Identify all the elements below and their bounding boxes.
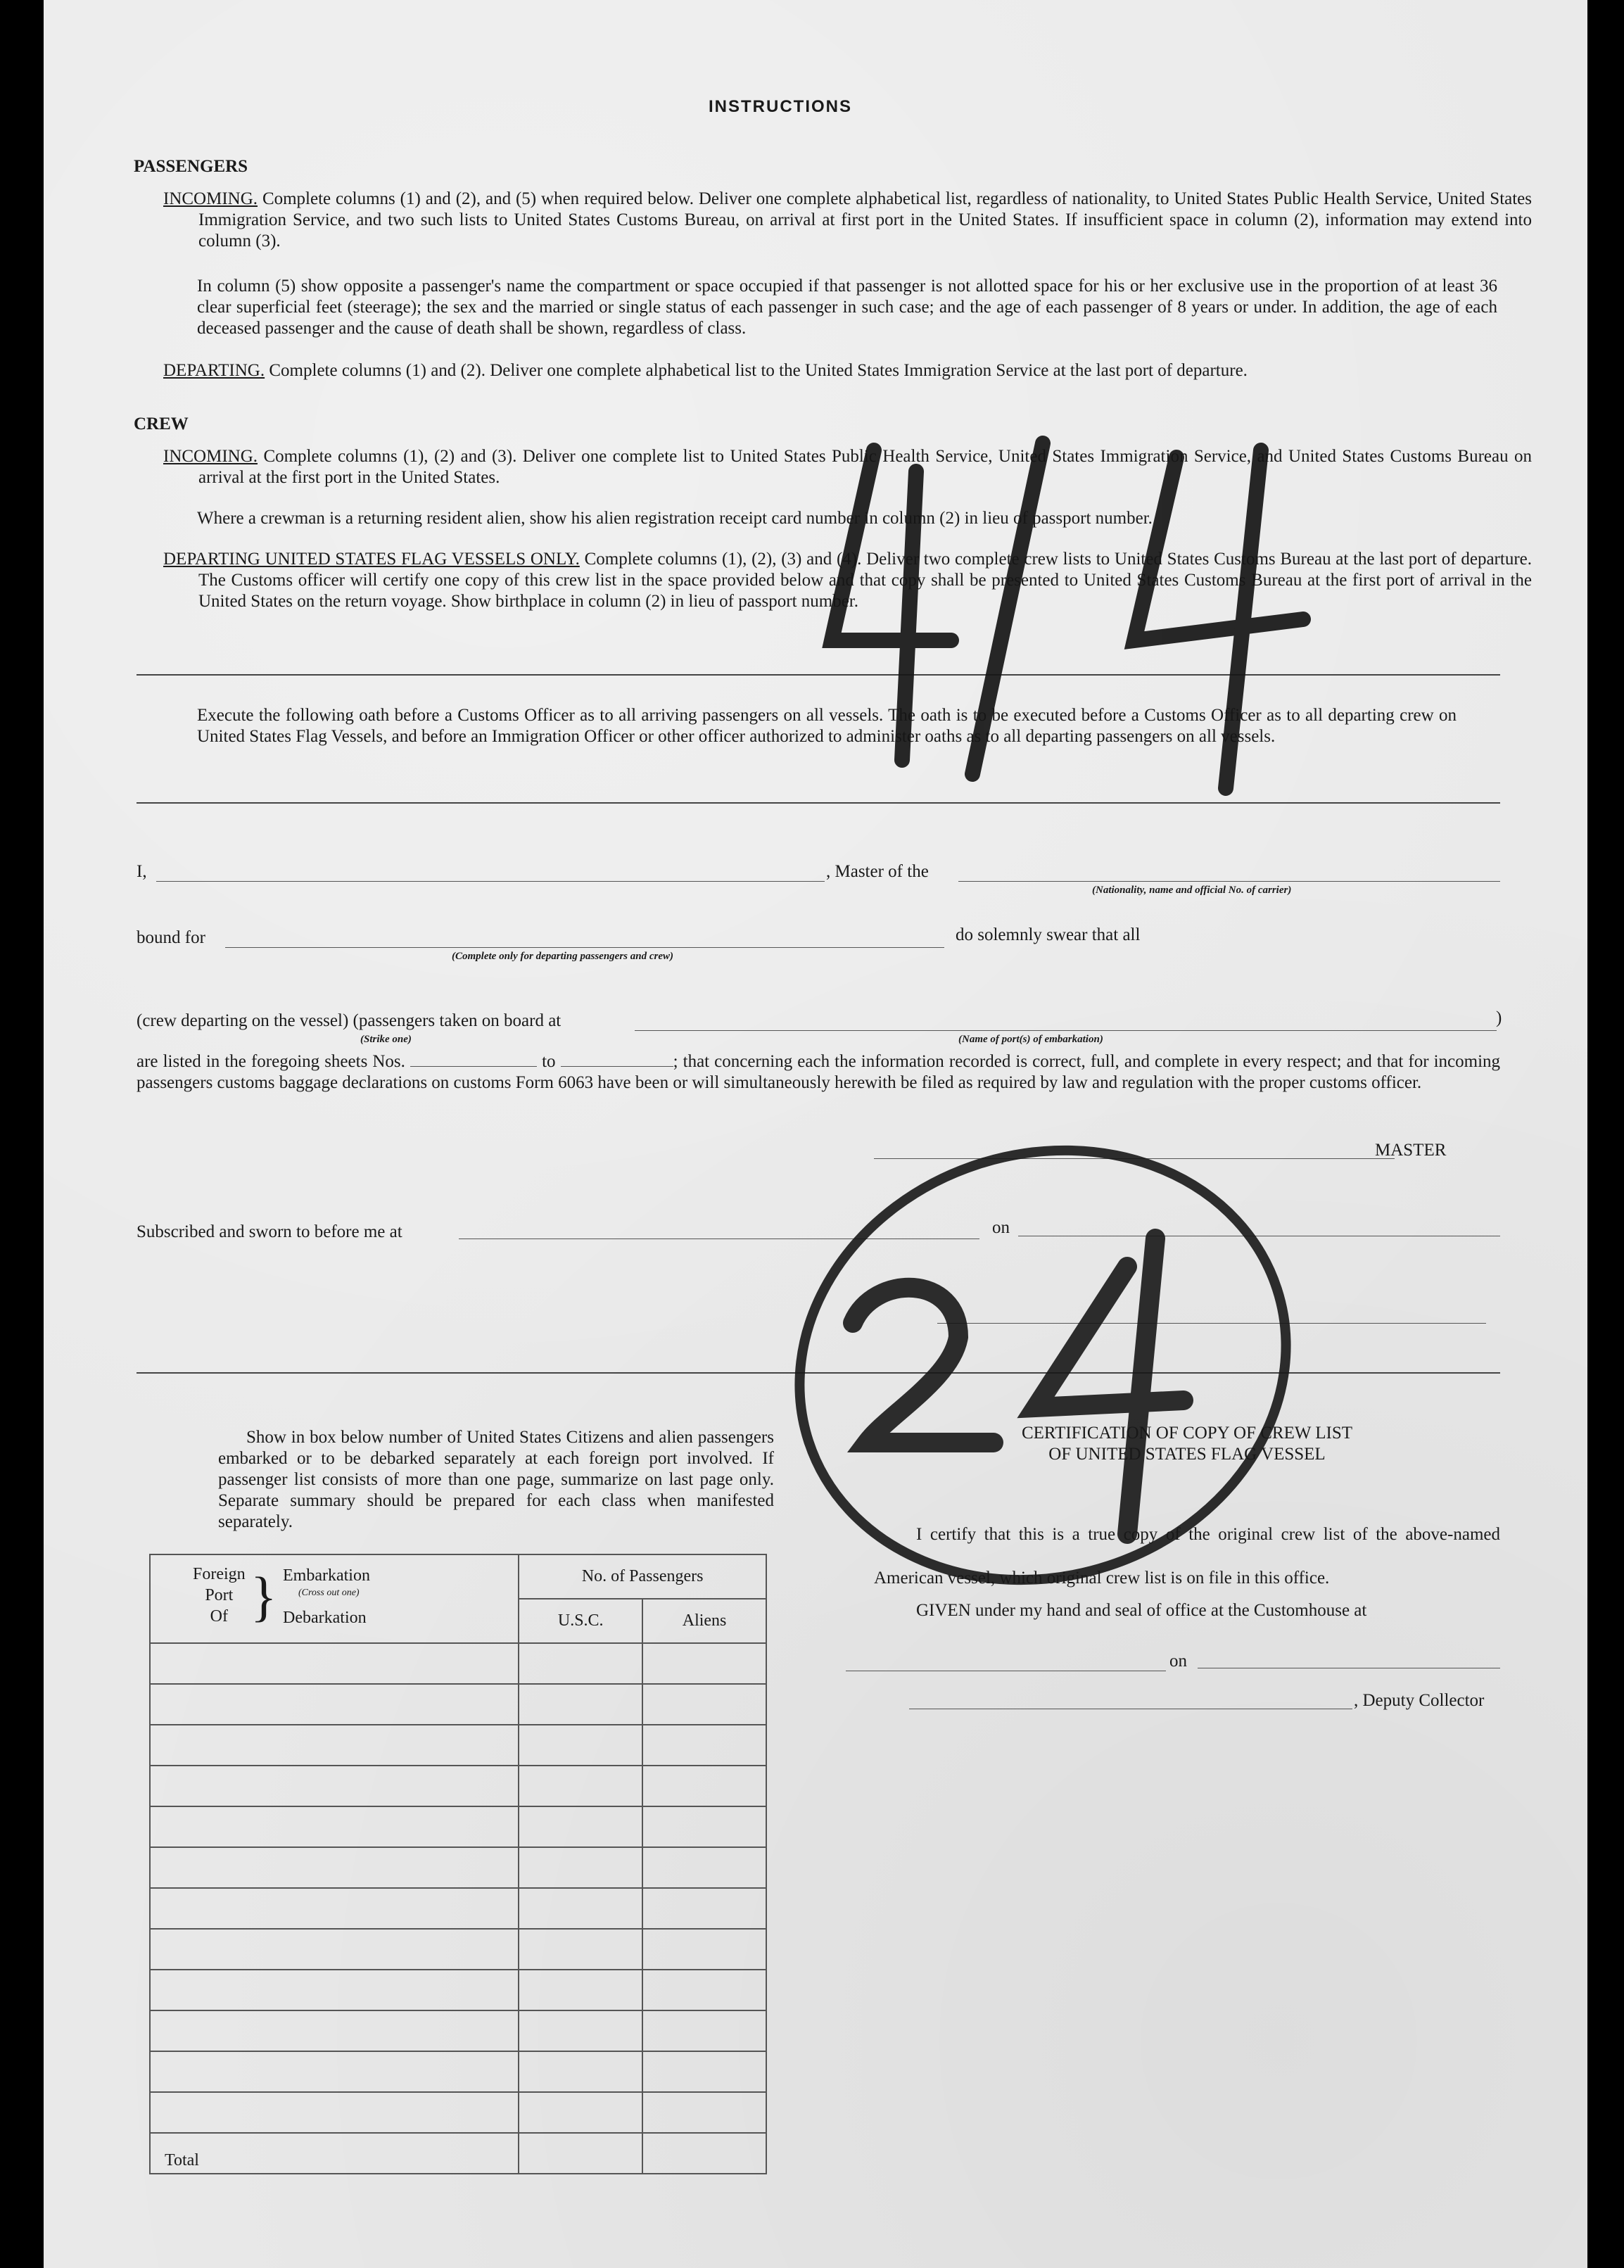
summary-usc-cell[interactable] xyxy=(519,1888,642,1929)
passengers-departing-text: Complete columns (1) and (2). Deliver one complete alphabetical list to the United States Immigration Service at the last port of departure. xyxy=(269,361,1248,380)
subscribed-on: on xyxy=(992,1218,1010,1237)
summary-port-cell[interactable] xyxy=(150,1643,519,1684)
summary-usc-cell[interactable] xyxy=(519,1929,642,1970)
crew-departing-text: Complete columns (1), (2), (3) and (4). Deliver two complete crew lists to United States Customs Bureau at the last port of departure. The Customs officer will certify one copy of this crew list in the space provided below and that copy shall be presented to United States Customs Bureau at the first port of arrival in the United States on the return voyage. Show birthplace in column (2) in lieu of passport number. xyxy=(198,550,1533,611)
passengers-incoming-text: Complete columns (1) and (2), and (5) when required below. Deliver one complete alphabetical list, regardless of nationality, to United States Public Health Service, United States Immigration Service, and two such lists to United States Customs Bureau, on arrival at first port in the United States. If insufficient space in column (2), information may extend into column (3). xyxy=(198,189,1533,251)
crew-alien-text: Where a crewman is a returning resident alien, show his alien registration receipt card number in column (2) in lieu of passport number. xyxy=(197,509,1153,528)
oath-swear: do solemnly swear that all xyxy=(956,925,1141,944)
ports-line[interactable] xyxy=(635,1030,1497,1031)
oath-master-of: , Master of the xyxy=(826,862,929,881)
summary-port-cell[interactable] xyxy=(150,1806,519,1847)
sheet-to-field[interactable] xyxy=(561,1052,673,1067)
cert-given: GIVEN under my hand and seal of office at the Customhouse at xyxy=(916,1601,1367,1620)
summary-row xyxy=(150,1725,766,1766)
summary-row xyxy=(150,1929,766,1970)
summary-aliens-cell[interactable] xyxy=(642,2092,766,2133)
summary-aliens-cell[interactable] xyxy=(642,2051,766,2092)
summary-port-cell[interactable] xyxy=(150,2092,519,2133)
ports-close-paren: ) xyxy=(1496,1008,1502,1027)
oath-intro: Execute the following oath before a Customs Officer as to all arriving passengers on all vessels. The oath is to be executed before a Customs Officer as to all departing crew on United States Flag Vessels, and before an Immigration Officer or other officer authorized to administer oaths as to all departing passengers on all vessels. xyxy=(197,706,1457,746)
strike-one-note: (Strike one) xyxy=(360,1034,412,1045)
crew-incoming-label: INCOMING. xyxy=(163,447,258,466)
total-usc-cell[interactable] xyxy=(519,2133,642,2174)
total-label-cell xyxy=(150,2133,519,2174)
summary-row xyxy=(150,1970,766,2010)
summary-aliens-cell[interactable] xyxy=(642,1888,766,1929)
summary-aliens-cell[interactable] xyxy=(642,2010,766,2051)
summary-usc-cell[interactable] xyxy=(519,1847,642,1888)
foreign-port-of xyxy=(193,1564,246,1627)
summary-row xyxy=(150,1766,766,1806)
summary-row xyxy=(150,2051,766,2092)
foreign-label: Foreign xyxy=(193,1565,246,1583)
handwritten-circled-number xyxy=(761,1112,1338,1604)
crew-departing-label: DEPARTING UNITED STATES FLAG VESSELS ONLY. xyxy=(163,550,580,569)
port-label: Port xyxy=(205,1586,234,1604)
summary-aliens-cell[interactable] xyxy=(642,1684,766,1725)
summary-port-cell[interactable] xyxy=(150,1929,519,1970)
summary-port-cell[interactable] xyxy=(150,1970,519,2010)
crew-heading: CREW xyxy=(134,414,189,433)
summary-aliens-cell[interactable] xyxy=(642,1929,766,1970)
master-label: MASTER xyxy=(1375,1141,1447,1160)
sheet-from-field[interactable] xyxy=(410,1052,537,1067)
summary-port-cell[interactable] xyxy=(150,2051,519,2092)
summary-row xyxy=(150,1847,766,1888)
oath-crew-passengers: (crew departing on the vessel) (passengers taken on board at xyxy=(137,1011,562,1030)
passenger-summary-table xyxy=(149,1554,767,2174)
passengers-column5: In column (5) show opposite a passenger's name the compartment or space occupied if that passenger is not allotted space for his or her exclusive use in the proportion of at least 36 clear superficial feet (steerage); the sex and the married or single status of each passenger in such case; and the age of each passenger of 8 years or under. In addition, the age of each deceased passenger and the cause of death shall be shown, regardless of class. xyxy=(197,277,1497,338)
page-title: INSTRUCTIONS xyxy=(709,97,852,116)
summary-port-cell[interactable] xyxy=(150,1847,519,1888)
summary-port-cell[interactable] xyxy=(150,1766,519,1806)
passengers-incoming xyxy=(163,189,1532,252)
usc-header: U.S.C. xyxy=(519,1599,642,1643)
brace-icon: } xyxy=(250,1566,277,1627)
summary-usc-cell[interactable] xyxy=(519,1643,642,1684)
handwritten-number-text: 24 xyxy=(761,1112,762,1113)
listed-to: to xyxy=(542,1052,556,1071)
summary-port-cell[interactable] xyxy=(150,1725,519,1766)
summary-usc-cell[interactable] xyxy=(519,1684,642,1725)
embarkation-label: Embarkation xyxy=(283,1566,370,1585)
summary-usc-cell[interactable] xyxy=(519,2092,642,2133)
oath-bound-for: bound for xyxy=(137,928,205,947)
summary-usc-cell[interactable] xyxy=(519,1766,642,1806)
bound-for-line[interactable] xyxy=(225,947,944,948)
listed-rest: ; that concerning each the information recorded is correct, full, and complete in every respect; and that for incoming passengers customs baggage declarations on customs Form 6063 have been or will simultaneously herewith be filed as required by law and regulation with the proper customs officer. xyxy=(137,1052,1501,1092)
oath-i-label: I, xyxy=(137,862,147,881)
deputy-label: , Deputy Collector xyxy=(1354,1691,1485,1710)
passengers-incoming-label: INCOMING. xyxy=(163,189,258,208)
bound-note: (Complete only for departing passengers and crew) xyxy=(452,951,673,962)
hand-4-left-stroke xyxy=(832,450,951,640)
summary-usc-cell[interactable] xyxy=(519,1806,642,1847)
subscribed-label: Subscribed and sworn to before me at xyxy=(137,1222,402,1241)
crew-incoming-text: Complete columns (1), (2) and (3). Deliver one complete list to United States Public Health Service, United States Immigration Service, and United States Customs Bureau on arrival at the first port in the United States. xyxy=(198,447,1532,487)
summary-port-cell[interactable] xyxy=(150,2010,519,2051)
carrier-line[interactable] xyxy=(958,881,1500,882)
summary-usc-cell[interactable] xyxy=(519,1970,642,2010)
summary-usc-cell[interactable] xyxy=(519,2010,642,2051)
no-of-passengers-header: No. of Passengers xyxy=(519,1554,766,1599)
ports-note: (Name of port(s) of embarkation) xyxy=(958,1034,1103,1045)
form-sheet xyxy=(44,0,1587,2268)
cert-on: on xyxy=(1169,1652,1187,1671)
passengers-departing xyxy=(163,360,1497,381)
summary-aliens-cell[interactable] xyxy=(642,1970,766,2010)
summary-usc-cell[interactable] xyxy=(519,2051,642,2092)
passengers-departing-label: DEPARTING. xyxy=(163,361,265,380)
summary-row xyxy=(150,1888,766,1929)
summary-row xyxy=(150,2092,766,2133)
passenger-rows xyxy=(150,1643,766,2133)
debarkation-label: Debarkation xyxy=(283,1609,367,1627)
summary-port-cell[interactable] xyxy=(150,1888,519,1929)
summary-aliens-cell[interactable] xyxy=(642,1643,766,1684)
master-name-line[interactable] xyxy=(156,881,825,882)
handwritten-date-text: 4/14 xyxy=(811,408,812,409)
divider-2 xyxy=(137,802,1500,804)
of-label: Of xyxy=(210,1607,228,1626)
summary-aliens-cell[interactable] xyxy=(642,1847,766,1888)
summary-aliens-cell[interactable] xyxy=(642,1725,766,1766)
summary-aliens-cell[interactable] xyxy=(642,1766,766,1806)
listed-prefix: are listed in the foregoing sheets Nos. xyxy=(137,1052,405,1071)
handwritten-date xyxy=(811,408,1409,802)
total-label: Total xyxy=(165,2151,199,2169)
aliens-header: Aliens xyxy=(642,1599,766,1643)
cert-title-2: OF UNITED STATES FLAG VESSEL xyxy=(1048,1445,1326,1464)
summary-row xyxy=(150,1684,766,1725)
passengers-heading: PASSENGERS xyxy=(134,157,248,176)
cross-out-note: (Cross out one) xyxy=(298,1588,360,1598)
summary-row xyxy=(150,1806,766,1847)
cert-text: I certify that this is a true copy of the original crew list of the above-named American vessel, which original crew list is on file in this office. xyxy=(874,1525,1500,1588)
total-aliens-cell[interactable] xyxy=(642,2133,766,2174)
summary-usc-cell[interactable] xyxy=(519,1725,642,1766)
carrier-note: (Nationality, name and official No. of carrier) xyxy=(1092,885,1292,896)
summary-port-cell[interactable] xyxy=(150,1684,519,1725)
hand-circle xyxy=(761,1112,1338,1604)
port-header-cell xyxy=(150,1554,519,1643)
summary-aliens-cell[interactable] xyxy=(642,1806,766,1847)
summary-row xyxy=(150,2010,766,2051)
summary-instructions: Show in box below number of United States Citizens and alien passengers embarked or to be debarked separately at each foreign port involved. If passenger list consists of more than one page, summarize on last page only. Separate summary should be prepared for each class when manifested separately. xyxy=(218,1428,774,1531)
oath-listed xyxy=(137,1051,1500,1094)
cert-title-1: CERTIFICATION OF COPY OF CREW LIST xyxy=(1021,1424,1353,1443)
summary-row xyxy=(150,1643,766,1684)
